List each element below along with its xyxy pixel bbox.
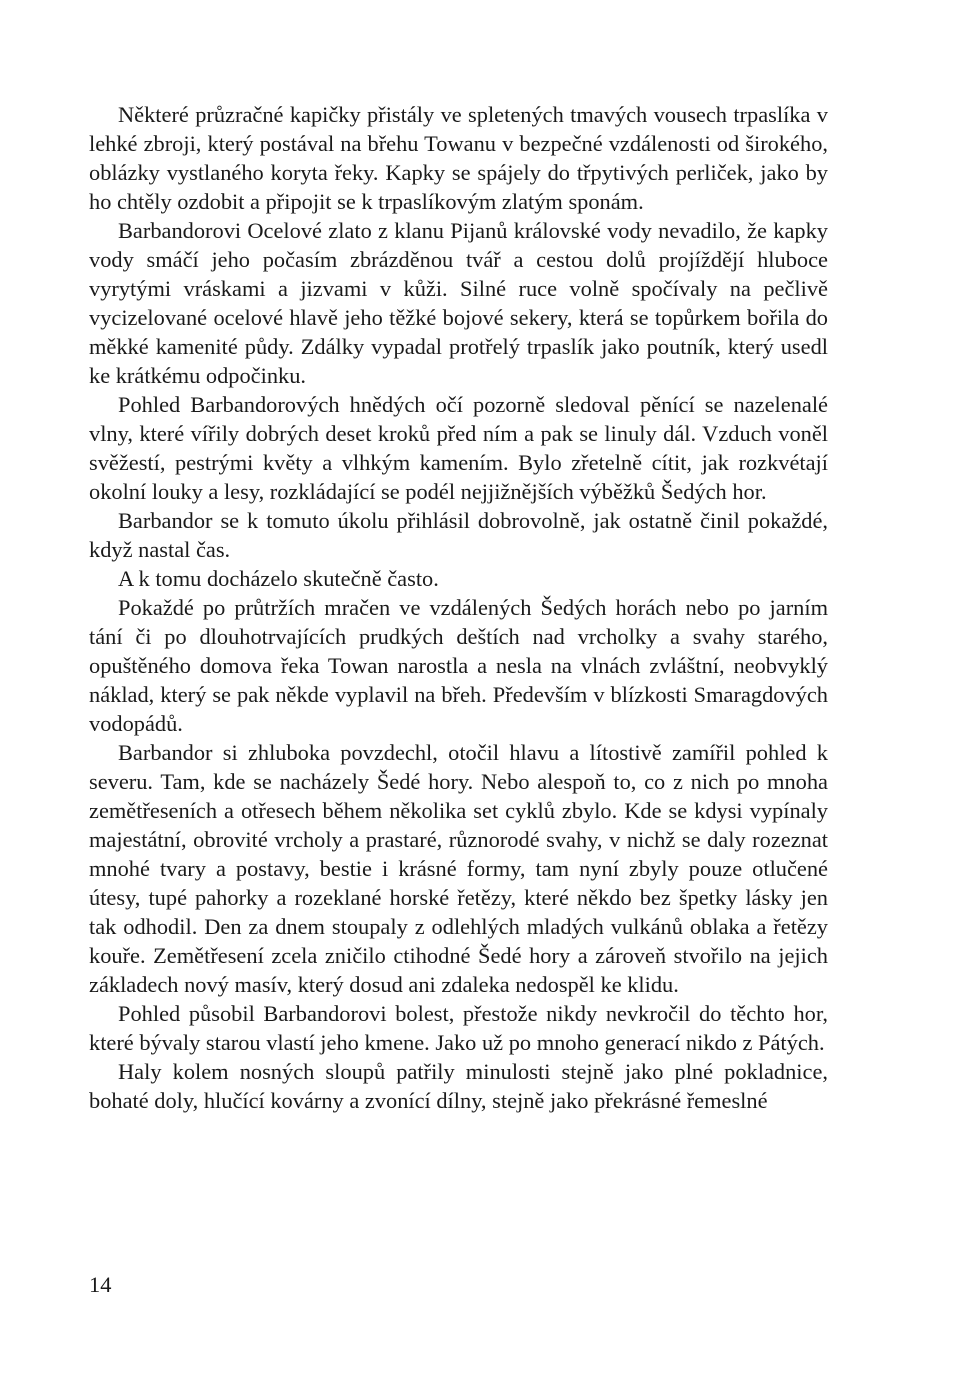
paragraph-8: Pohled působil Barbandorovi bolest, přestože nikdy nevkročil do těchto hor, které bývaly starou vlastí jeho kmene. Jako už po mnoho generací nikdo z Pátých. bbox=[89, 1001, 828, 1055]
paragraph-5: A k tomu docházelo skutečně často. bbox=[118, 566, 439, 591]
body-text bbox=[89, 100, 828, 1115]
paragraph-4: Barbandor se k tomuto úkolu přihlásil dobrovolně, jak ostatně činil pokaždé, když nastal čas. bbox=[89, 508, 828, 562]
paragraph-7: Barbandor si zhluboka povzdechl, otočil hlavu a lítostivě zamířil pohled k severu. Tam, kde se nacházely Šedé hory. Nebo alespoň to, co z nich po mnoha zemětřeseních a otřesech během několika set cyklů zbylo. Kde se kdysi vypínaly majestátní, obrovité vrcholy a prastaré, různorodé svahy, v nichž se daly rozeznat mnohé tvary a postavy, bestie i krásné formy, tam nyní zbyly pouze otlučené útesy, tupé pahorky a rozeklané horské řetězy, které někdo bez špetky lásky jen tak odhodil. Den za dnem stoupaly z odlehlých mladých vulkánů oblaka a řetězy kouře. Zemětřesení zcela zničilo ctihodné Šedé hory a zároveň stvořilo na jejich základech nový masív, který dosud ani zdaleka nedospěl ke klidu. bbox=[89, 740, 828, 997]
paragraph-1: Některé průzračné kapičky přistály ve spletených tmavých vousech trpaslíka v lehké zbroji, který postával na břehu Towanu v bezpečné vzdálenosti od širokého, oblázky vystlaného koryta řeky. Kapky se spájely do třpytivých perliček, jako by ho chtěly ozdobit a připojit se k trpaslíkovým zlatým sponám. bbox=[89, 102, 828, 214]
paragraph-2: Barbandorovi Ocelové zlato z klanu Pijanů královské vody nevadilo, že kapky vody smáčí jeho počasím zbrázděnou tvář a cestou dolů projíždějí hluboce vyrytými vráskami a jizvami v kůži. Silné ruce volně spočívaly na pečlivě vycizelované ocelové hlavě jeho těžké bojové sekery, která se topůrkem bořila do měkké kamenité půdy. Zdálky vypadal protřelý trpaslík jako poutník, který usedl ke krátkému odpočinku. bbox=[89, 218, 828, 388]
paragraph-9: Haly kolem nosných sloupů patřily minulosti stejně jako plné pokladnice, bohaté doly, hlučící kovárny a zvonící dílny, stejně jako překrásné řemeslné bbox=[89, 1059, 828, 1113]
paragraph-3: Pohled Barbandorových hnědých očí pozorně sledoval pěnící se nazelenalé vlny, které vířily dobrých deset kroků před ním a pak se linuly dál. Vzduch voněl svěžestí, pestrými květy a vlhkým kamením. Bylo zřetelně cítit, jak rozkvétají okolní louky a lesy, rozkládající se podél nejjižnějších výběžků Šedých hor. bbox=[89, 392, 828, 504]
paragraph-6: Pokaždé po průtržích mračen ve vzdálených Šedých horách nebo po jarním tání či po dlouhotrvajících prudkých deštích nad vrcholky a svahy starého, opuštěného domova řeka Towan narostla a nesla na vlnách zvláštní, neobvyklý náklad, který se pak někde vyplavil na břeh. Především v blízkosti Smaragdových vodopádů. bbox=[89, 595, 828, 736]
page-number: 14 bbox=[89, 1272, 112, 1297]
